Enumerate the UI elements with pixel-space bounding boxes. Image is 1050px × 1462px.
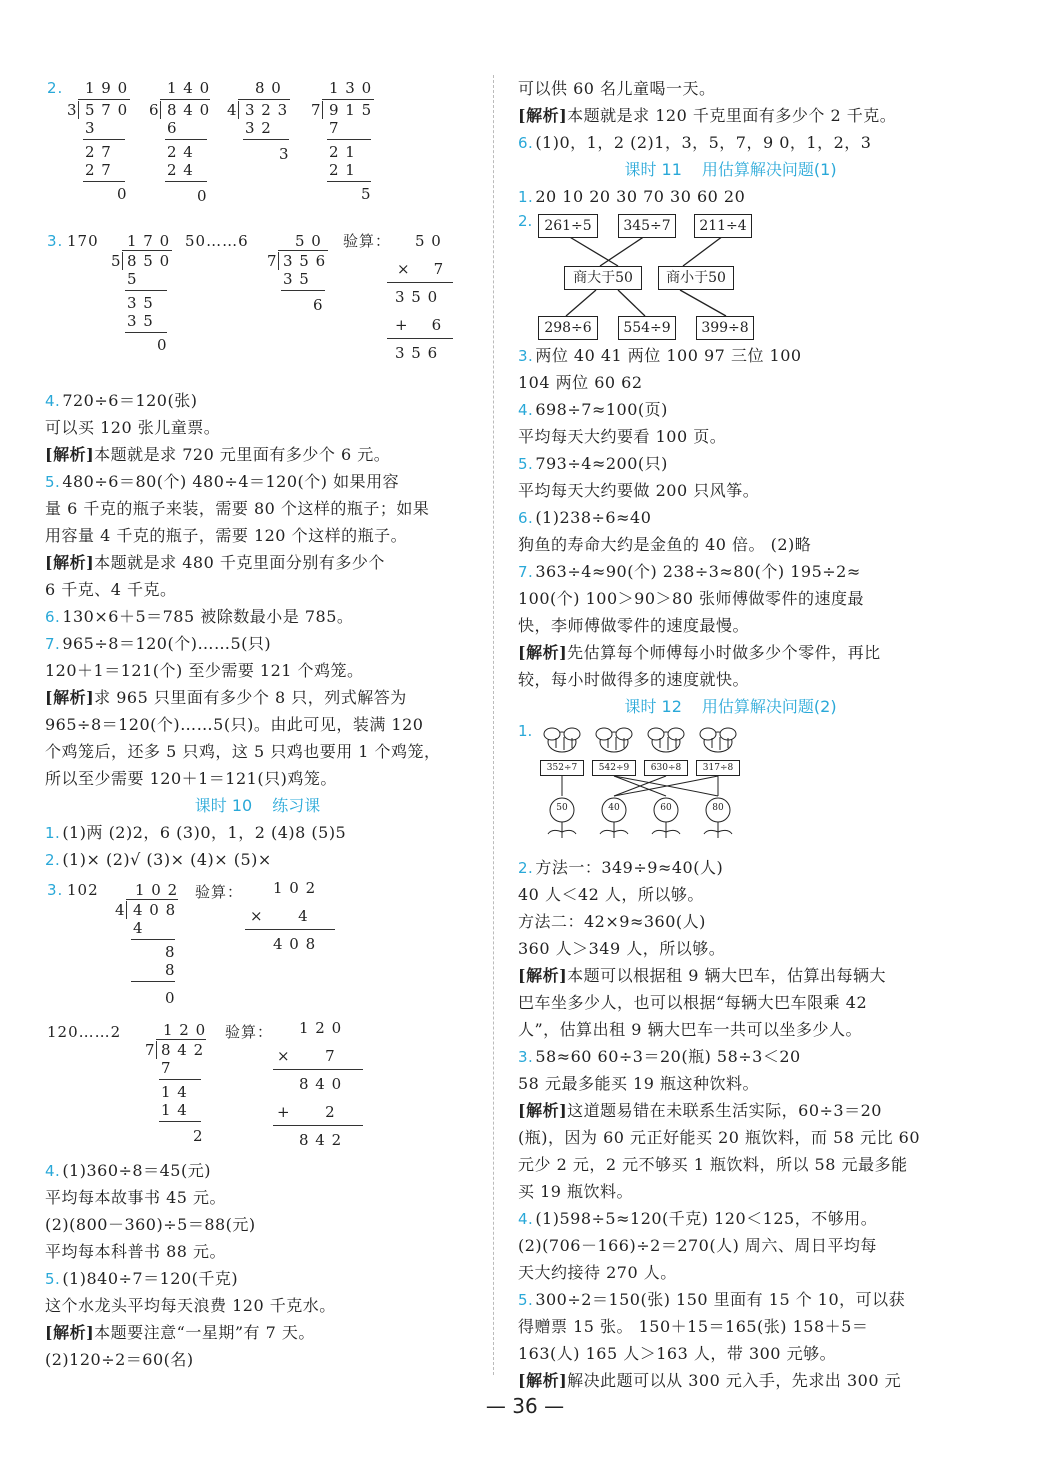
flower-value: 60 xyxy=(660,803,672,813)
answer-line: 3. 两位 40 41 两位 100 97 三位 100 xyxy=(518,346,802,365)
answer-line: 所以至少需要 120＋1＝121(只)鸡笼。 xyxy=(45,769,337,788)
step: 8 xyxy=(165,943,176,961)
dividend: 5 7 0 xyxy=(85,101,129,119)
remainder: 6 xyxy=(313,296,324,314)
answer-line: 个鸡笼后，还多 5 只鸡，这 5 只鸡也要用 1 个鸡笼， xyxy=(45,742,441,761)
answer-line: 2. (1)× (2)√ (3)× (4)× (5)× xyxy=(45,850,272,869)
answer-line: 2. 方法一：349÷9≈40(人) xyxy=(518,858,724,877)
check-number: 1 0 2 xyxy=(273,879,317,897)
step: 6 xyxy=(167,119,178,137)
step: 3 2 xyxy=(245,119,272,137)
question-number: 2. xyxy=(47,79,64,97)
answer-line: 7. 965÷8＝120(个)……5(只) xyxy=(45,634,272,653)
question-number: 3. xyxy=(47,881,64,899)
answer-line: 120＋1＝121(个) 至少需要 121 个鸡笼。 xyxy=(45,661,364,680)
analysis-line: [解析]求 965 只里面有多少个 8 只，列式解答为 xyxy=(45,688,407,707)
analysis-line: [解析]先估算每个师傅每小时做多少个零件，再比 xyxy=(518,643,881,662)
check-label: 验算： xyxy=(195,883,244,901)
answer-line: 4. (1)598÷5≈120(千克) 120＜125，不够用。 xyxy=(518,1209,878,1228)
answer-line: 量 6 千克的瓶子来装，需要 80 个这样的瓶子；如果 xyxy=(45,499,430,518)
step: 7 xyxy=(329,119,340,137)
quotient: 1 7 0 xyxy=(127,232,171,250)
quotient: 1 2 0 xyxy=(163,1021,207,1039)
analysis-line: [解析]本题要注意“一星期”有 7 天。 xyxy=(45,1323,315,1342)
quotient: 1 3 0 xyxy=(329,79,373,97)
question-number: 2. xyxy=(518,212,533,230)
bee-icon xyxy=(596,728,632,752)
bee-icon xyxy=(544,728,580,752)
step: 8 xyxy=(165,961,176,979)
answer-line: 5. 793÷4≈200(只) xyxy=(518,454,668,473)
remainder: 0 xyxy=(197,187,208,205)
step: 7 xyxy=(161,1059,172,1077)
right-answers-d xyxy=(518,854,943,1394)
column-divider xyxy=(493,75,494,1375)
answer-line: (2)(800－360)÷5＝88(元) xyxy=(45,1215,256,1234)
answer-line: 较，每小时做得多的速度就快。 xyxy=(518,670,750,689)
answer-line: 巴车坐多少人，也可以根据“每辆大巴车限乘 42 xyxy=(518,993,868,1012)
remainder: 0 xyxy=(165,989,176,1007)
analysis-line: [解析]本题就是求 120 千克里面有多少个 2 千克。 xyxy=(518,106,897,125)
divisor: 5 xyxy=(111,252,122,270)
answer-line: 5. (1)840÷7＝120(千克) xyxy=(45,1269,239,1288)
check-addend: + 6 xyxy=(395,316,443,334)
check-result: 4 0 8 xyxy=(273,935,317,953)
quotient: 1 4 0 xyxy=(167,79,211,97)
divisor: 6 xyxy=(149,101,160,119)
step: 2 4 xyxy=(167,161,194,179)
bee-expression: 352÷7 xyxy=(540,760,584,776)
answer-line: (瓶)，因为 60 元正好能买 20 瓶饮料，而 58 元比 60 xyxy=(518,1128,921,1147)
step: 1 4 xyxy=(161,1083,188,1101)
remainder: 0 xyxy=(157,336,168,354)
step: 2 7 xyxy=(85,143,112,161)
dividend: 8 4 0 xyxy=(167,101,211,119)
answer-line: 这个水龙头平均每天浪费 120 千克水。 xyxy=(45,1296,336,1315)
bee-expression: 630÷8 xyxy=(644,760,688,776)
check-multiplier: × 7 xyxy=(397,260,445,278)
section-heading-lesson-12: 课时 12 用估算解决问题(2) xyxy=(624,697,837,716)
check-result: 8 4 2 xyxy=(299,1131,343,1149)
expression-box: 298÷6 xyxy=(538,316,598,340)
answer-line: 3. 58≈60 60÷3＝20(瓶) 58÷3＜20 xyxy=(518,1047,801,1066)
question-number: 1. xyxy=(518,722,533,740)
analysis-line: [解析]本题就是求 480 千克里面分别有多少个 xyxy=(45,553,385,572)
check-multiplier: × 7 xyxy=(277,1047,336,1065)
q2-matching-diagram xyxy=(518,210,943,336)
dividend: 3 5 6 xyxy=(283,252,327,270)
divisor: 7 xyxy=(145,1041,156,1059)
answer-line: 可以买 120 张儿童票。 xyxy=(45,418,221,437)
divisor: 7 xyxy=(311,101,322,119)
quotient: 8 0 xyxy=(255,79,282,97)
flower-value: 80 xyxy=(712,803,724,813)
dividend: 9 1 5 xyxy=(329,101,373,119)
answer-line: 163(人) 165 人＞163 人，带 300 元够。 xyxy=(518,1344,837,1363)
quotient: 1 9 0 xyxy=(85,79,129,97)
dividend: 3 2 3 xyxy=(245,101,289,119)
question-number: 3. xyxy=(47,232,64,250)
answer-line: 狗鱼的寿命大约是金鱼的 40 倍。 (2)略 xyxy=(518,535,812,554)
q2-long-divisions xyxy=(45,75,470,210)
analysis-line: [解析]这道题易错在未联系生活实际，60÷3＝20 xyxy=(518,1101,882,1120)
bee-expression: 542÷9 xyxy=(592,760,636,776)
answer-line: 人”，估算出租 9 辆大巴车一共可以坐多少人。 xyxy=(518,1020,863,1039)
flower-value: 40 xyxy=(608,803,620,813)
step: 5 xyxy=(127,270,138,288)
answer-line: 天大约接待 270 人。 xyxy=(518,1263,677,1282)
quotient: 5 0 xyxy=(295,232,322,250)
bee-icon xyxy=(700,728,736,752)
answer-line: 5. 300÷2＝150(张) 150 里面有 15 个 10，可以获 xyxy=(518,1290,906,1309)
right-answers-c xyxy=(518,342,943,693)
right-answers-a xyxy=(518,75,943,156)
divisor: 4 xyxy=(115,901,126,919)
expression-box: 399÷8 xyxy=(696,316,754,340)
answer-line: 买 19 瓶饮料。 xyxy=(518,1182,634,1201)
quotient: 1 0 2 xyxy=(135,881,179,899)
bee-flower-illustration xyxy=(518,720,943,840)
step: 2 7 xyxy=(85,161,112,179)
q1-bee-flower-matching xyxy=(518,720,943,840)
analysis-line: [解析]本题就是求 720 元里面有多少个 6 元。 xyxy=(45,445,391,464)
answer-line: 4. 698÷7≈100(页) xyxy=(518,400,668,419)
answer-line: (2)120÷2＝60(名) xyxy=(45,1350,194,1369)
left-answers-a xyxy=(45,387,470,792)
check-product: 3 5 0 xyxy=(395,288,439,306)
answer-line: 5. 480÷6＝80(个) 480÷4＝120(个) 如果用容 xyxy=(45,472,400,491)
q3-long-divisions xyxy=(45,230,470,390)
remainder: 5 xyxy=(361,185,372,203)
check-result: 3 5 6 xyxy=(395,344,439,362)
answer: 50……6 xyxy=(185,232,249,250)
q3b-long-division xyxy=(45,877,470,1017)
answer-line: 6. (1)238÷6≈40 xyxy=(518,508,652,527)
left-column xyxy=(45,75,470,1373)
answer-line: 4. (1)360÷8＝45(元) xyxy=(45,1161,211,1180)
analysis-line: [解析]解决此题可以从 300 元入手，先求出 300 元 xyxy=(518,1371,902,1390)
answer: 120……2 xyxy=(47,1023,122,1041)
flower-icons xyxy=(548,798,732,838)
step: 2 1 xyxy=(329,143,356,161)
analysis-line: [解析]本题可以根据租 9 辆大巴车，估算出每辆大 xyxy=(518,966,887,985)
check-multiplier: × 4 xyxy=(250,907,309,925)
check-number: 5 0 xyxy=(415,232,442,250)
answer-line: 6. 130×6＋5＝785 被除数最小是 785。 xyxy=(45,607,354,626)
answer-line: 平均每天大约要看 100 页。 xyxy=(518,427,727,446)
category-box: 商小于50 xyxy=(658,266,734,290)
remainder: 2 xyxy=(193,1127,204,1145)
answer-line: 360 人＞349 人，所以够。 xyxy=(518,939,726,958)
step: 3 xyxy=(85,119,96,137)
answer-line: 平均每本故事书 45 元。 xyxy=(45,1188,227,1207)
answer-line: 58 元最多能买 19 瓶这种饮料。 xyxy=(518,1074,759,1093)
bee-icon xyxy=(648,728,684,752)
check-number: 1 2 0 xyxy=(299,1019,343,1037)
answer-line: 6. (1)0，1，2 (2)1，3，5，7，9 0，1，2，3 xyxy=(518,133,872,152)
right-column xyxy=(518,75,943,1394)
divisor: 3 xyxy=(67,101,78,119)
answer-line: 100(个) 100＞90＞80 张师傅做零件的速度最 xyxy=(518,589,864,608)
step: 3 5 xyxy=(127,312,154,330)
answer: 102 xyxy=(67,881,99,899)
bee-expression: 317÷8 xyxy=(696,760,740,776)
remainder: 3 xyxy=(279,145,290,163)
answer-line: 104 两位 60 62 xyxy=(518,373,643,392)
answer-line: 快，李师傅做零件的速度最慢。 xyxy=(518,616,750,635)
section-heading-lesson-11: 课时 11 用估算解决问题(1) xyxy=(624,160,837,179)
answer-line: 6 千克、4 千克。 xyxy=(45,580,177,599)
left-answers-b xyxy=(45,819,470,873)
q3c-long-division xyxy=(45,1017,470,1159)
answer-line: 方法二：42×9≈360(人) xyxy=(518,912,706,931)
step: 1 4 xyxy=(161,1101,188,1119)
bee-icons xyxy=(544,728,736,752)
answer: 170 xyxy=(67,232,99,250)
step: 2 1 xyxy=(329,161,356,179)
check-label: 验算： xyxy=(343,232,392,250)
step: 4 xyxy=(133,919,144,937)
expression-box: 554÷9 xyxy=(618,316,676,340)
check-addend: + 2 xyxy=(277,1103,336,1121)
check-label: 验算： xyxy=(225,1023,274,1041)
expression-box: 261÷5 xyxy=(538,214,598,238)
divisor: 7 xyxy=(267,252,278,270)
answer-line: 965÷8＝120(个)……5(只)。由此可见，装满 120 xyxy=(45,715,424,734)
dividend: 8 4 2 xyxy=(161,1041,205,1059)
expression-box: 345÷7 xyxy=(618,214,676,238)
step: 2 4 xyxy=(167,143,194,161)
answer-line: 7. 363÷4≈90(个) 238÷3≈80(个) 195÷2≈ xyxy=(518,562,861,581)
match-lines xyxy=(562,776,718,796)
answer-line: 得赠票 15 张。 150＋15＝165(张) 158＋5＝ xyxy=(518,1317,869,1336)
answer-line: (2)(706－166)÷2＝270(人) 周六、周日平均每 xyxy=(518,1236,877,1255)
answer-line: 1. (1)两 (2)2，6 (3)0，1，2 (4)8 (5)5 xyxy=(45,823,347,842)
step: 3 5 xyxy=(283,270,310,288)
check-product: 8 4 0 xyxy=(299,1075,343,1093)
answer-line: 用容量 4 千克的瓶子，需要 120 个这样的瓶子。 xyxy=(45,526,408,545)
answer-line: 40 人＜42 人，所以够。 xyxy=(518,885,704,904)
dividend: 8 5 0 xyxy=(127,252,171,270)
remainder: 0 xyxy=(117,185,128,203)
answer-line: 可以供 60 名儿童喝一天。 xyxy=(518,79,716,98)
dividend: 4 0 8 xyxy=(133,901,177,919)
answer-line: 平均每本科普书 88 元。 xyxy=(45,1242,227,1261)
category-box: 商大于50 xyxy=(564,266,642,290)
answer-line: 平均每天大约要做 200 只风筝。 xyxy=(518,481,760,500)
answer-line: 1. 20 10 20 30 70 30 60 20 xyxy=(518,187,746,206)
expression-box: 211÷4 xyxy=(694,214,752,238)
answer-line: 4. 720÷6＝120(张) xyxy=(45,391,198,410)
left-answers-c xyxy=(45,1157,470,1373)
flower-value: 50 xyxy=(556,803,568,813)
page-number: — 36 — xyxy=(485,1394,565,1418)
answer-line: 元少 2 元，2 元不够买 1 瓶饮料，所以 58 元最多能 xyxy=(518,1155,908,1174)
divisor: 4 xyxy=(227,101,238,119)
section-heading-lesson-10: 课时 10 练习课 xyxy=(194,796,321,815)
step: 3 5 xyxy=(127,294,154,312)
